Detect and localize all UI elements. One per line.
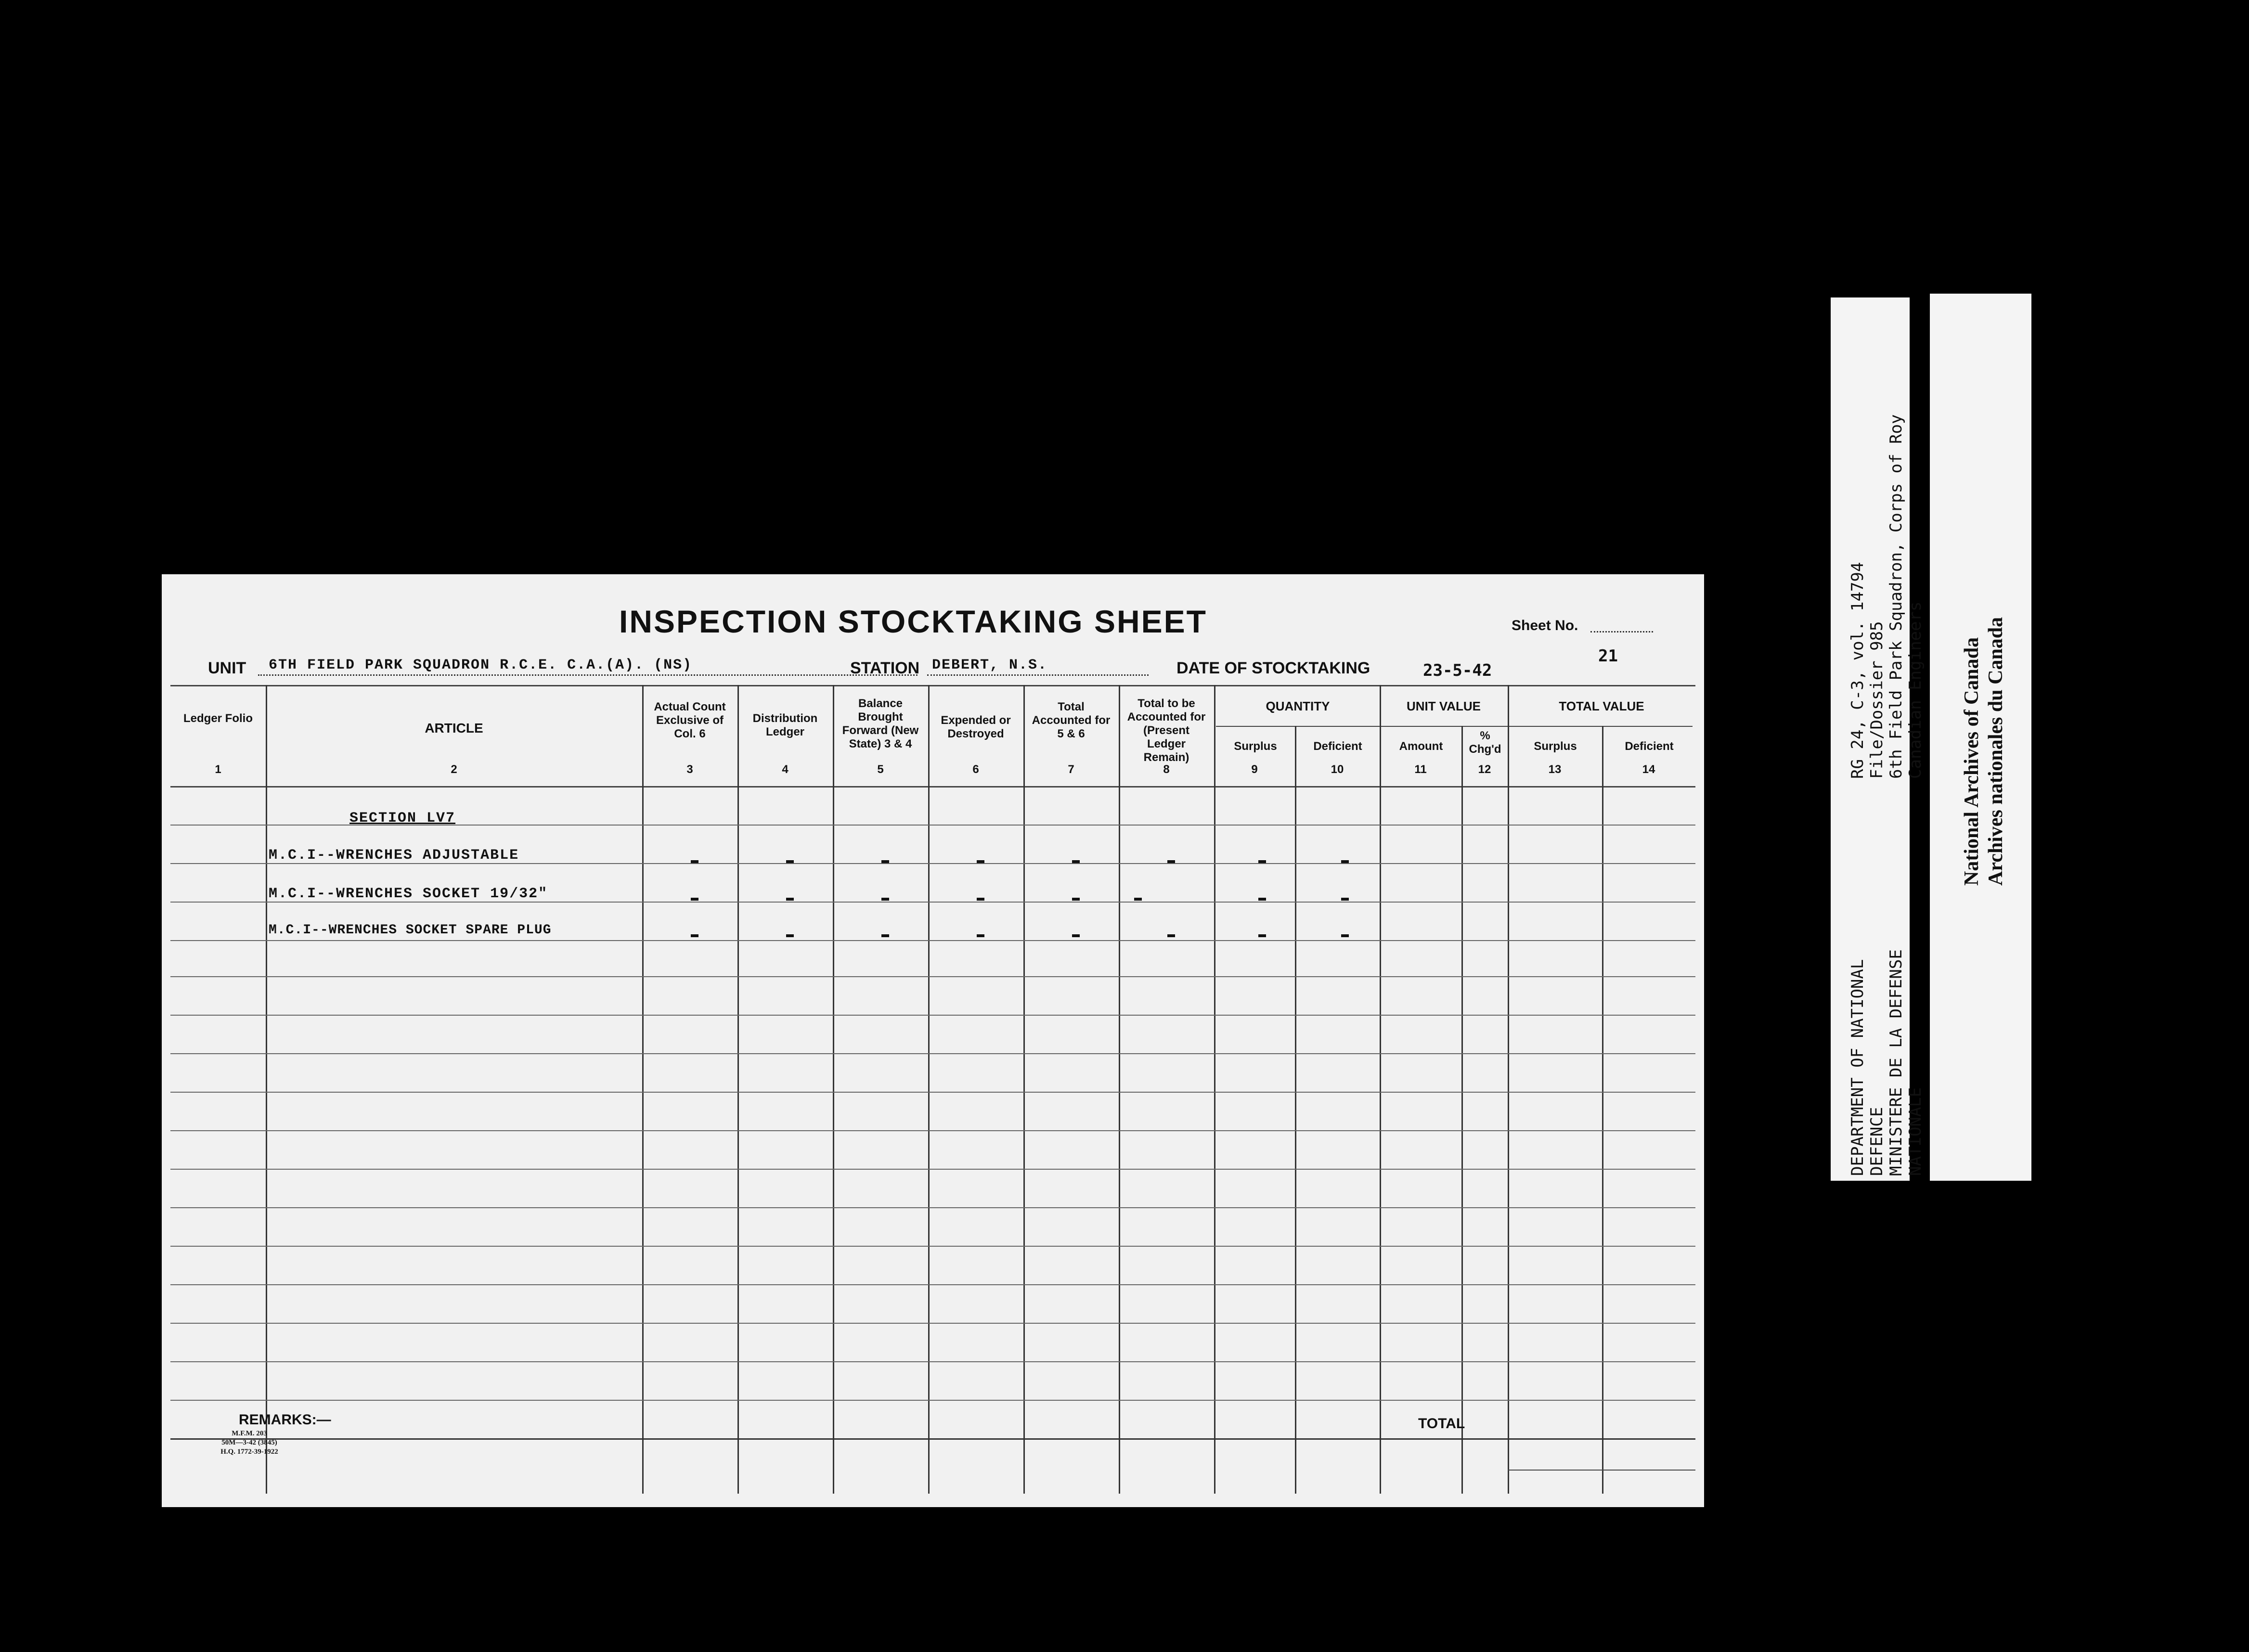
stocktaking-sheet xyxy=(162,574,1704,1507)
col-quantity-deficient-header: Deficient xyxy=(1313,740,1362,753)
col-quantity-surplus-header: Surplus xyxy=(1234,740,1277,753)
station-value: DEBERT, N.S. xyxy=(932,657,1048,673)
archive-line: File/Dossier 985 xyxy=(1867,621,1887,779)
unit-value: 6TH FIELD PARK SQUADRON R.C.E. C.A.(A). (NS) xyxy=(269,657,693,673)
col-number: 4 xyxy=(782,763,788,776)
total-label: TOTAL xyxy=(1418,1416,1465,1432)
col-distribution-ledger-header: Distribution Ledger xyxy=(752,712,818,738)
national-archives-label xyxy=(1930,294,2031,1181)
dept-line: DEPARTMENT OF NATIONAL xyxy=(1848,959,1867,1176)
archives-english: National Archives of Canada xyxy=(1961,637,1983,886)
archive-reference-label xyxy=(1831,297,1925,1181)
dept-line: NATIONALE xyxy=(1906,1087,1925,1176)
col-percent-charged-header: % Chg'd xyxy=(1469,729,1501,756)
sheet-no-value: 21 xyxy=(1598,646,1618,666)
dept-line: DEFENCE xyxy=(1867,1107,1887,1176)
col-number: 6 xyxy=(972,763,979,776)
total-value-group-header: TOTAL VALUE xyxy=(1559,699,1644,713)
col-number: 9 xyxy=(1251,763,1258,776)
article-entry: M.C.I--WRENCHES SOCKET SPARE PLUG xyxy=(269,923,552,938)
archive-line: RG 24, C-3, vol. 14794 xyxy=(1848,562,1867,779)
col-actual-count-header: Actual Count Exclusive of Col. 6 xyxy=(654,700,726,740)
col-number: 5 xyxy=(877,763,884,776)
archives-french: Archives nationales du Canada xyxy=(1985,617,2007,886)
col-number: 12 xyxy=(1478,763,1491,776)
form-code: M.F.M. 203 xyxy=(232,1430,267,1437)
archive-line: 6th Field Park Squadron, Corps of Roy xyxy=(1887,414,1906,779)
col-total-deficient-header: Deficient xyxy=(1625,740,1674,753)
col-ledger-folio-header: Ledger Folio xyxy=(183,712,253,725)
quantity-group-header: QUANTITY xyxy=(1266,699,1330,713)
col-unit-amount-header: Amount xyxy=(1399,740,1443,753)
form-code: H.Q. 1772-39-1922 xyxy=(220,1448,278,1456)
article-entry: M.C.I--WRENCHES SOCKET 19/32" xyxy=(269,886,548,902)
col-total-accounted-header: Total Accounted for 5 & 6 xyxy=(1032,700,1111,740)
col-number: 8 xyxy=(1163,763,1170,776)
col-balance-brought-forward-header: Balance Brought Forward (New State) 3 & 4 xyxy=(842,697,919,750)
date-value: 23-5-42 xyxy=(1423,661,1492,680)
col-total-surplus-header: Surplus xyxy=(1534,740,1577,753)
unit-label: UNIT xyxy=(208,659,246,677)
col-number: 14 xyxy=(1642,763,1655,776)
col-number: 2 xyxy=(451,763,457,776)
col-number: 11 xyxy=(1414,763,1427,776)
sheet-no-label: Sheet No. xyxy=(1512,618,1578,633)
archive-line: Canadian Engineers xyxy=(1906,601,1925,779)
col-number: 7 xyxy=(1068,763,1074,776)
station-label: STATION xyxy=(850,659,920,677)
col-expended-header: Expended or Destroyed xyxy=(941,714,1011,740)
col-number: 10 xyxy=(1331,763,1344,776)
col-number: 3 xyxy=(686,763,693,776)
col-number: 13 xyxy=(1548,763,1562,776)
sheet-title: INSPECTION STOCKTAKING SHEET xyxy=(619,604,1207,639)
unit-value-group-header: UNIT VALUE xyxy=(1406,699,1481,713)
article-entry: M.C.I--WRENCHES ADJUSTABLE xyxy=(269,847,519,864)
date-label: DATE OF STOCKTAKING xyxy=(1176,659,1370,677)
col-total-to-be-accounted-header: Total to be Accounted for (Present Ledger Remain) xyxy=(1127,697,1206,764)
col-number: 1 xyxy=(215,763,221,776)
dept-line: MINISTERE DE LA DEFENSE xyxy=(1887,949,1906,1176)
section-heading: SECTION LV7 xyxy=(349,810,456,826)
col-article-header: ARTICLE xyxy=(425,721,483,736)
remarks-label: REMARKS:— xyxy=(239,1412,331,1428)
form-code: 50M—3-42 (3845) xyxy=(221,1439,277,1446)
